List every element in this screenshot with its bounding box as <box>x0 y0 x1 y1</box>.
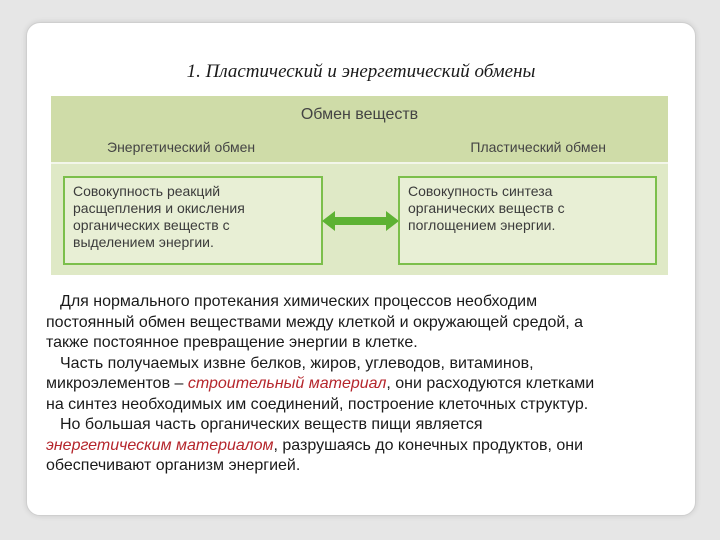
paragraph-text: , они расходуются клетками <box>386 375 595 392</box>
plastic-box-line: Совокупность синтеза <box>408 183 553 199</box>
double-arrow-icon <box>321 208 400 234</box>
plastic-box-line: органических веществ с <box>408 200 565 216</box>
paragraph-line: Для нормального протекания химических процессов необходим <box>60 293 538 310</box>
body-text <box>46 292 666 477</box>
paragraph-line: Часть получаемых извне белков, жиров, углеводов, витаминов, <box>60 354 534 372</box>
paragraph-text: микроэлементов – <box>46 375 188 392</box>
paragraph-line: также постоянное превращение энергии в клетке. <box>46 334 418 351</box>
paragraph-3 <box>46 415 666 477</box>
energy-box-line: расщепления и окисления <box>73 200 245 216</box>
highlight-building-material: строительный материал <box>187 375 387 392</box>
paragraph-2 <box>46 354 666 416</box>
energy-box-line: Совокупность реакций <box>73 183 221 199</box>
plastic-box-line: поглощением энергии. <box>408 217 556 233</box>
energy-exchange-label: Энергетический обмен <box>107 139 256 155</box>
paragraph-line: на синтез необходимых им соединений, построение клеточных структур. <box>46 395 589 413</box>
plastic-exchange-box <box>398 176 657 265</box>
paragraph-line: Но большая часть органических веществ пищи является <box>60 416 483 433</box>
paragraph-line: постоянный обмен веществами между клеткой и окружающей средой, а <box>46 313 584 331</box>
metabolism-diagram <box>51 96 668 275</box>
diagram-divider <box>51 162 668 164</box>
paragraph-1 <box>46 292 666 354</box>
paragraph-text: , разрушаясь до конечных продуктов, они <box>273 436 584 454</box>
energy-box-line: выделением энергии. <box>73 234 214 250</box>
energy-exchange-box <box>63 176 323 265</box>
plastic-exchange-label: Пластический обмен <box>470 139 606 155</box>
highlight-energy-material: энергетическим материалом <box>46 436 274 454</box>
paragraph-line: обеспечивают организм энергией. <box>46 457 301 474</box>
slide-title: 1. Пластический и энергетический обмены <box>186 61 536 82</box>
diagram-header <box>51 96 668 162</box>
energy-box-line: органических веществ с <box>73 217 230 233</box>
diagram-title: Обмен веществ <box>300 106 419 123</box>
